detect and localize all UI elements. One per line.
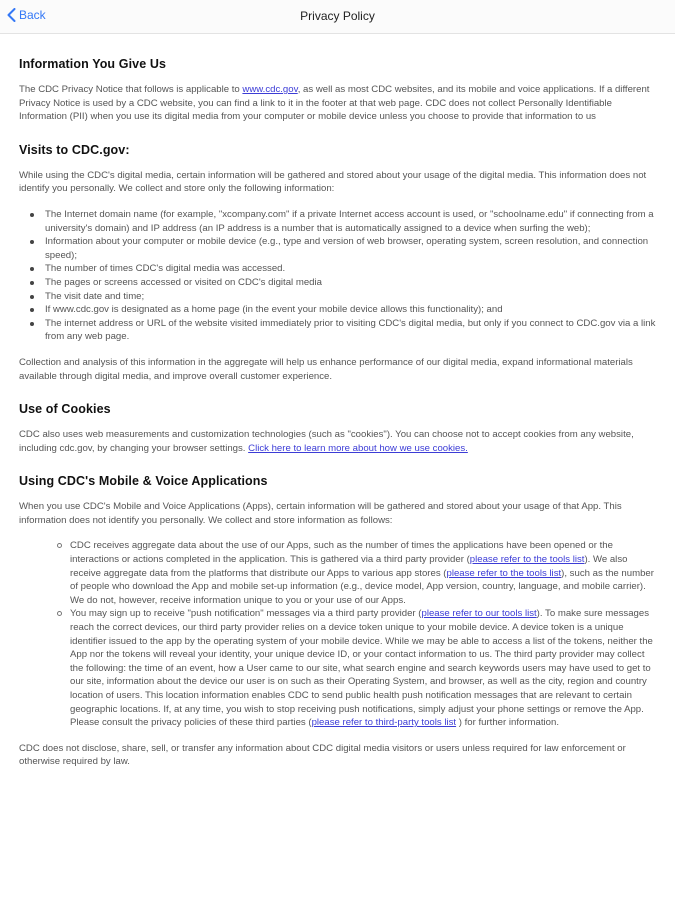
text: You may sign up to receive "push notification" messages via a third party provider ( [70,608,422,620]
policy-content [0,57,675,769]
list-item [19,607,656,729]
tools-list-link[interactable]: please refer to the tools list [469,554,585,566]
section-heading-cookies: Use of Cookies [19,402,111,417]
apps-outro-paragraph: CDC does not disclose, share, sell, or transfer any information about CDC digital media visitors or users unless required for law enforcement or otherwise required by law. [19,742,626,768]
apps-intro-paragraph: When you use CDC's Mobile and Voice Applications (Apps), certain information will be gathered and stored about your usage of that App. This information does not identify you personally. We collect and store information as follows: [19,501,622,526]
list-item: The internet address or URL of the website visited immediately prior to visiting CDC's digital media, but only if you connect to CDC.gov via a link from any web page. [19,317,656,344]
text: ). We also receive aggregate data from the platforms that distribute our Apps to various app stores ( [70,554,628,579]
cdc-gov-link[interactable]: www.cdc.gov [242,84,298,95]
third-party-tools-list-link[interactable]: please refer to third-party tools list [311,717,457,729]
text: ) for further information. [456,717,559,729]
tools-list-link[interactable]: please refer to our tools list [421,608,537,620]
text: CDC also uses web measurements and customization technologies (such as "cookies"). You can choose not to accept cookies from any website, including cdc.gov, by changing your browser settings. [19,429,634,454]
list-item: The number of times CDC's digital media was accessed. [19,262,656,276]
cookies-paragraph [19,428,656,455]
list-item: The pages or screens accessed or visited on CDC's digital media [19,276,656,290]
cookies-learn-more-link[interactable]: Click here to learn more about how we use cookies. [248,442,468,454]
list-item: The Internet domain name (for example, "xcompany.com" if a private Internet access account is used, or "schoolname.edu" if connecting from a university's domain) and IP address (an IP address is a number that is automatically assigned to a device when surfing the web); [19,208,656,235]
list-item: Information about your computer or mobile device (e.g., type and version of web browser, operating system, screen resolution, and connection speed); [19,235,656,262]
navigation-bar [0,0,675,34]
section-heading-visits: Visits to CDC.gov: [19,142,130,157]
visits-outro-paragraph: Collection and analysis of this information in the aggregate will help us enhance performance of our digital media, expand informational materials available through digital media, and improve overall customer experience. [19,356,633,382]
back-label: Back [19,8,46,22]
visits-intro-paragraph: While using the CDC's digital media, certain information will be gathered and stored about your usage of the digital media. This information does not identify you personally. We collect and store only the following information: [19,169,647,195]
section-heading-information-you-give: Information You Give Us [19,57,166,71]
list-item [19,539,656,607]
list-item: If www.cdc.gov is designated as a home page (in the event your mobile device allows this functionality); and [19,303,656,317]
apps-info-list [19,539,656,729]
list-item: The visit date and time; [19,290,656,304]
text: ). To make sure messages reach the correct devices, our third party provider relies on a device token unique to your mobile device. A device token is a unique identifier issued to the app by the operating system of your mobile device. While we may be able to access a list of the tokens, neither the App nor the tokens will reveal your identity, your unique device ID, or your contact information to us. The third party provider may collect the following: the time of an event, how a User came to our site, what search engine and search keywords users may have used to get to our site, information about the device our user is on such as their Operating System, and browser, as well as the city, region and country location of users. This location information enables CDC to send public health push notification messages that are relevant to certain geographic locations. If, at any time, you wish to stop receiving push notifications, simply adjust your phone settings or remove the App. Please consult the privacy policies of these third parties ( [70,608,653,729]
section-heading-apps: Using CDC's Mobile & Voice Applications [19,474,268,489]
text: , as well as most CDC websites, and its mobile and voice applications. If a different Privacy Notice is used by a CDC website, you can find a link to it in the footer at that web page. CDC does not collect Personally Identifiable Information (PII) when you use its digital media from your computer or mobile device unless you choose to provide that information to us [19,84,650,123]
tools-list-link[interactable]: please refer to the tools list [446,567,562,579]
text: ), such as the number of people who download the App and mobile set-up information (e.g., device model, App version, country, language, and mobile carrier). We do not, however, receive information unique to you or your use of our Apps. [70,567,654,606]
page-title: Privacy Policy [300,9,375,23]
visits-info-list [19,208,656,344]
text: The CDC Privacy Notice that follows is applicable to [19,84,243,95]
information-you-give-paragraph [19,83,656,124]
text: CDC receives aggregate data about the use of our Apps, such as the number of times the applications have been opened or the interactions or actions completed in the application. This is gathered via a third party provider ( [70,540,613,566]
